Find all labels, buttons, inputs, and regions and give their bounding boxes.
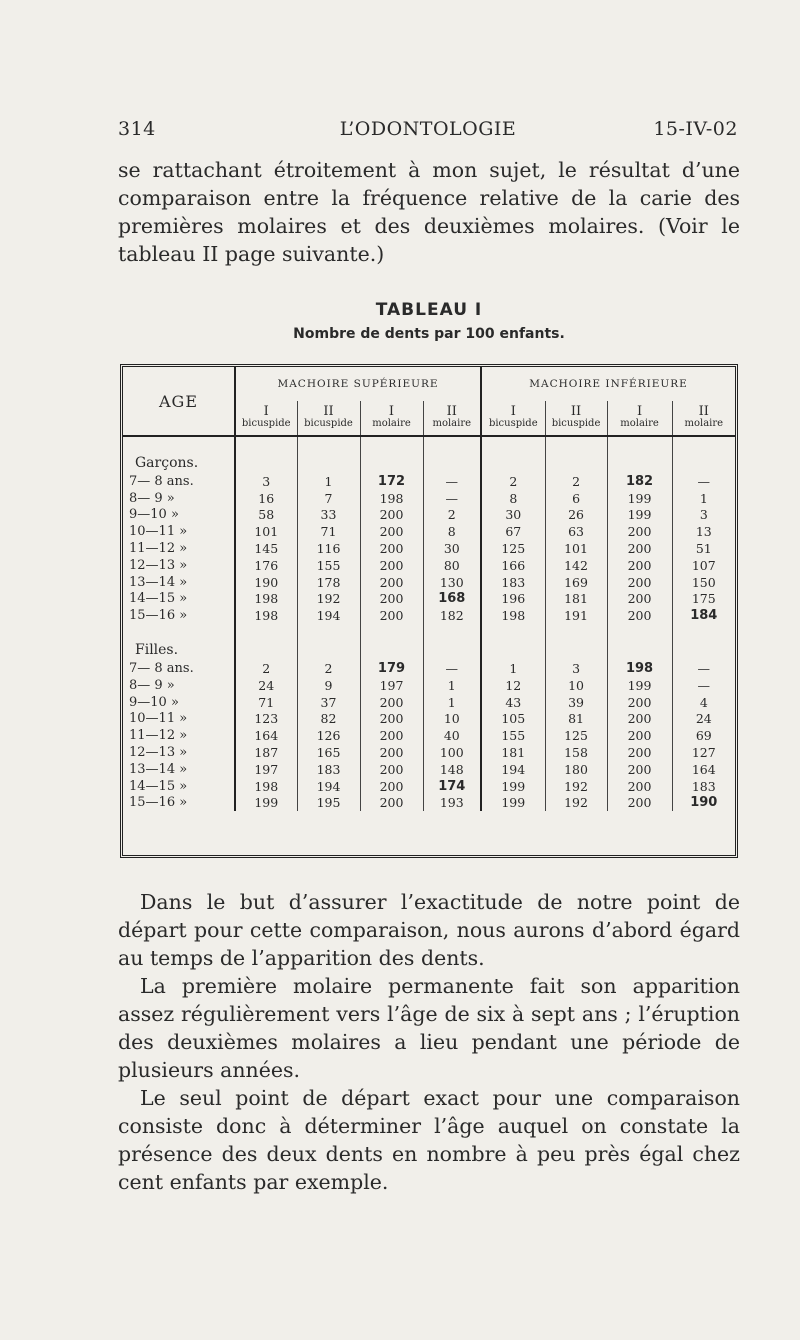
- value-cell: 200: [607, 523, 672, 540]
- spacer-cell: [123, 624, 235, 640]
- age-cell: 12—13 »: [123, 557, 235, 574]
- journal-title: L’ODONTOLOGIE: [339, 118, 517, 140]
- value-cell: 181: [481, 744, 545, 761]
- sub-header-numeral: I: [510, 404, 516, 419]
- value-cell: 158: [545, 744, 607, 761]
- value-cell: 200: [607, 795, 672, 812]
- sub-header-numeral: II: [698, 404, 709, 419]
- value-cell: 192: [545, 778, 607, 795]
- spacer-cell: [545, 436, 607, 453]
- value-cell: 2: [423, 507, 481, 524]
- value-cell: 179: [360, 660, 423, 677]
- empty-cell: [481, 640, 545, 660]
- value-cell: 200: [360, 727, 423, 744]
- value-cell: —: [423, 660, 481, 677]
- value-cell: 30: [423, 540, 481, 557]
- value-cell: 71: [297, 523, 360, 540]
- value-cell: 166: [481, 557, 545, 574]
- value-cell: 169: [545, 574, 607, 591]
- value-cell: 148: [423, 761, 481, 778]
- value-cell: 183: [297, 761, 360, 778]
- empty-cell: [672, 453, 735, 473]
- value-cell: 107: [672, 557, 735, 574]
- value-cell: 1: [423, 694, 481, 711]
- value-cell: 127: [672, 744, 735, 761]
- value-cell: 194: [297, 607, 360, 624]
- sub-header-numeral: I: [263, 404, 269, 419]
- value-cell: 145: [254, 541, 279, 557]
- value-cell: 3: [545, 660, 607, 677]
- spacer-cell: [672, 624, 735, 640]
- value-cell: —: [672, 473, 735, 490]
- paragraph-intro: se rattachant étroitement à mon sujet, le résultat d’une comparaison entre la fréquence relative de la carie des premières molaires et des deuxièmes molaires. (Voir le tableau II page suivante.): [118, 158, 740, 266]
- value-cell: 155: [297, 557, 360, 574]
- data-table: [123, 367, 735, 811]
- value-cell: 198: [254, 778, 279, 794]
- sub-header-tooth: molaire: [432, 418, 472, 429]
- spacer-cell: [607, 624, 672, 640]
- value-cell: 7: [297, 490, 360, 507]
- age-cell: 13—14 »: [123, 574, 235, 591]
- value-cell: 80: [423, 557, 481, 574]
- value-cell: 197: [360, 677, 423, 694]
- value-cell: 175: [672, 591, 735, 608]
- value-cell: 200: [360, 574, 423, 591]
- sub-header-tooth: bicuspide: [488, 418, 538, 429]
- data-table-frame: [120, 364, 738, 858]
- age-cell: 13—14 »: [123, 761, 235, 778]
- table-subtitle: Nombre de dents par 100 enfants.: [293, 326, 565, 342]
- value-cell: 24: [672, 711, 735, 728]
- value-cell: 200: [360, 591, 423, 608]
- value-cell: 37: [297, 694, 360, 711]
- value-cell: 142: [545, 557, 607, 574]
- page-number: 314: [118, 118, 156, 140]
- value-cell: 1: [297, 473, 360, 490]
- age-cell: 14—15 »: [123, 591, 235, 608]
- empty-cell: [545, 453, 607, 473]
- value-cell: 26: [545, 507, 607, 524]
- spacer-cell: [360, 624, 423, 640]
- table-row: [123, 660, 735, 677]
- value-cell: 200: [360, 557, 423, 574]
- value-cell: 200: [360, 778, 423, 795]
- age-cell: 11—12 »: [123, 727, 235, 744]
- value-cell: 190: [254, 574, 279, 590]
- age-cell: 15—16 »: [123, 795, 235, 812]
- sub-header-5: [481, 401, 545, 436]
- age-cell: 15—16 »: [123, 607, 235, 624]
- value-cell: 198: [360, 490, 423, 507]
- value-cell: 198: [481, 607, 545, 624]
- empty-cell: [672, 640, 735, 660]
- value-cell: 200: [607, 574, 672, 591]
- spacer-cell: [423, 624, 481, 640]
- value-cell: 200: [607, 557, 672, 574]
- group-label: Garçons.: [123, 453, 235, 473]
- value-cell: 82: [297, 711, 360, 728]
- spacer-cell: [235, 436, 297, 453]
- value-cell: 3: [672, 507, 735, 524]
- value-cell: 30: [481, 507, 545, 524]
- value-cell: 165: [297, 744, 360, 761]
- value-cell: 130: [423, 574, 481, 591]
- spacer-cell: [360, 436, 423, 453]
- spacer-cell: [481, 624, 545, 640]
- table-row: [123, 507, 735, 524]
- value-cell: 200: [360, 795, 423, 812]
- sub-header-3: [360, 401, 423, 436]
- sub-header-tooth: bicuspide: [551, 418, 601, 429]
- value-cell: 164: [254, 728, 279, 744]
- spacer-cell: [297, 624, 360, 640]
- value-cell: 200: [607, 607, 672, 624]
- value-cell: 200: [607, 591, 672, 608]
- age-cell: 12—13 »: [123, 744, 235, 761]
- sub-header-numeral: I: [388, 404, 395, 419]
- value-cell: 164: [672, 761, 735, 778]
- value-cell: 1: [672, 490, 735, 507]
- value-cell: 182: [607, 473, 672, 490]
- value-cell: 69: [672, 727, 735, 744]
- empty-cell: [481, 453, 545, 473]
- value-cell: 101: [545, 540, 607, 557]
- group-row: [123, 453, 735, 473]
- value-cell: 200: [360, 761, 423, 778]
- empty-cell: [235, 453, 297, 473]
- value-cell: 58: [258, 507, 275, 523]
- value-cell: 200: [360, 694, 423, 711]
- empty-cell: [360, 640, 423, 660]
- table-body: [123, 436, 735, 811]
- value-cell: 199: [481, 795, 545, 812]
- value-cell: 200: [607, 727, 672, 744]
- value-cell: 2: [262, 661, 271, 677]
- value-cell: 174: [423, 778, 481, 795]
- value-cell: 192: [545, 795, 607, 812]
- spacer-cell: [235, 624, 297, 640]
- value-cell: 43: [481, 694, 545, 711]
- spacer-cell: [297, 436, 360, 453]
- table-row: [123, 778, 735, 795]
- empty-cell: [423, 640, 481, 660]
- group-label: Filles.: [123, 640, 235, 660]
- value-cell: 176: [254, 557, 279, 573]
- age-cell: 9—10 »: [123, 507, 235, 524]
- running-header: [118, 118, 738, 144]
- spacer-cell: [545, 624, 607, 640]
- table-row: [123, 761, 735, 778]
- value-cell: 200: [360, 523, 423, 540]
- value-cell: 184: [672, 607, 735, 624]
- value-cell: 183: [481, 574, 545, 591]
- sub-header-7: [607, 401, 672, 436]
- value-cell: 192: [297, 591, 360, 608]
- age-cell: 9—10 »: [123, 694, 235, 711]
- value-cell: 10: [423, 711, 481, 728]
- age-cell: 14—15 »: [123, 778, 235, 795]
- sub-header-tooth: molaire: [620, 418, 659, 429]
- age-cell: 7— 8 ans.: [123, 660, 235, 677]
- value-cell: 200: [607, 778, 672, 795]
- value-cell: 8: [423, 523, 481, 540]
- spacer-cell: [123, 436, 235, 453]
- value-cell: —: [423, 473, 481, 490]
- table-row: [123, 727, 735, 744]
- value-cell: 199: [481, 778, 545, 795]
- value-cell: 13: [672, 523, 735, 540]
- value-cell: 172: [360, 473, 423, 490]
- paragraph-4: Le seul point de départ exact pour une comparaison consiste donc à déterminer l’âge auquel on constate la présence des deux dents en nombre à peu près égal chez cent enfants par exemple.: [118, 1086, 740, 1194]
- value-cell: 194: [481, 761, 545, 778]
- value-cell: 24: [258, 677, 275, 693]
- value-cell: 2: [297, 660, 360, 677]
- value-cell: 191: [545, 607, 607, 624]
- value-cell: 182: [423, 607, 481, 624]
- value-cell: —: [423, 490, 481, 507]
- value-cell: 178: [297, 574, 360, 591]
- value-cell: 100: [423, 744, 481, 761]
- age-cell: 7— 8 ans.: [123, 473, 235, 490]
- sub-header-tooth: molaire: [372, 418, 411, 429]
- paragraph-3: La première molaire permanente fait son apparition assez régulièrement vers l’âge de six à sept ans ; l’éruption des deuxièmes molaires a lieu pendant une période de plusieurs années.: [118, 974, 740, 1082]
- spacer-cell: [481, 436, 545, 453]
- value-cell: 1: [481, 660, 545, 677]
- table-row: [123, 677, 735, 694]
- sub-header-numeral: I: [636, 404, 643, 419]
- value-cell: 198: [254, 608, 279, 624]
- empty-cell: [297, 640, 360, 660]
- value-cell: 183: [672, 778, 735, 795]
- value-cell: 63: [545, 523, 607, 540]
- value-cell: 199: [607, 490, 672, 507]
- value-cell: 200: [607, 744, 672, 761]
- spacer-cell: [672, 436, 735, 453]
- value-cell: 200: [607, 694, 672, 711]
- age-cell: 8— 9 »: [123, 677, 235, 694]
- value-cell: 199: [607, 507, 672, 524]
- table-row: [123, 591, 735, 608]
- value-cell: 150: [672, 574, 735, 591]
- value-cell: —: [672, 660, 735, 677]
- value-cell: 3: [262, 473, 271, 489]
- value-cell: 187: [254, 745, 279, 761]
- value-cell: 71: [258, 694, 275, 710]
- value-cell: 2: [481, 473, 545, 490]
- value-cell: 200: [360, 744, 423, 761]
- value-cell: 40: [423, 727, 481, 744]
- value-cell: 181: [545, 591, 607, 608]
- sub-header-4: [423, 401, 481, 436]
- age-header: AGE: [123, 367, 235, 436]
- value-cell: 200: [607, 711, 672, 728]
- table-row: [123, 744, 735, 761]
- value-cell: 39: [545, 694, 607, 711]
- value-cell: 168: [423, 591, 481, 608]
- value-cell: 199: [607, 677, 672, 694]
- sub-header-8: [672, 401, 735, 436]
- sub-header-numeral: II: [446, 404, 457, 419]
- value-cell: 200: [360, 507, 423, 524]
- spacer-cell: [607, 436, 672, 453]
- empty-cell: [235, 640, 297, 660]
- value-cell: 125: [481, 540, 545, 557]
- empty-cell: [607, 640, 672, 660]
- value-cell: 67: [481, 523, 545, 540]
- table-row: [123, 473, 735, 490]
- value-cell: 8: [481, 490, 545, 507]
- value-cell: 190: [672, 795, 735, 812]
- value-cell: 125: [545, 727, 607, 744]
- value-cell: 33: [297, 507, 360, 524]
- value-cell: 200: [360, 711, 423, 728]
- group-row: [123, 640, 735, 660]
- value-cell: 9: [297, 677, 360, 694]
- age-cell: 11—12 »: [123, 540, 235, 557]
- value-cell: 195: [297, 795, 360, 812]
- value-cell: —: [672, 677, 735, 694]
- empty-cell: [297, 453, 360, 473]
- paragraph-2: Dans le but d’assurer l’exactitude de notre point de départ pour cette comparaison, nous aurons d’abord égard au temps de l’apparition des dents.: [118, 890, 740, 970]
- spacer-row: [123, 624, 735, 640]
- sub-header-6: [545, 401, 607, 436]
- empty-cell: [607, 453, 672, 473]
- table-row: [123, 540, 735, 557]
- value-cell: 10: [545, 677, 607, 694]
- issue-date: 15-IV-02: [653, 118, 738, 140]
- value-cell: 4: [672, 694, 735, 711]
- value-cell: 123: [254, 711, 279, 727]
- value-cell: 126: [297, 727, 360, 744]
- value-cell: 200: [360, 540, 423, 557]
- table-row: [123, 711, 735, 728]
- value-cell: 105: [481, 711, 545, 728]
- lower-jaw-header: MACHOIRE INFÉRIEURE: [529, 378, 688, 390]
- table-row: [123, 574, 735, 591]
- table-row: [123, 694, 735, 711]
- value-cell: 81: [545, 711, 607, 728]
- value-cell: 51: [672, 540, 735, 557]
- value-cell: 1: [423, 677, 481, 694]
- table-title: TABLEAU I: [375, 300, 483, 320]
- value-cell: 200: [607, 540, 672, 557]
- value-cell: 155: [481, 727, 545, 744]
- table-row: [123, 795, 735, 812]
- value-cell: 199: [254, 795, 279, 811]
- table-row: [123, 557, 735, 574]
- empty-cell: [545, 640, 607, 660]
- sub-header-1: [235, 401, 297, 436]
- value-cell: 198: [607, 660, 672, 677]
- table-row: [123, 490, 735, 507]
- sub-header-numeral: II: [570, 404, 582, 419]
- spacer-cell: [423, 436, 481, 453]
- empty-cell: [423, 453, 481, 473]
- value-cell: 16: [258, 490, 275, 506]
- value-cell: 197: [254, 761, 279, 777]
- value-cell: 198: [254, 591, 279, 607]
- age-cell: 8— 9 »: [123, 490, 235, 507]
- value-cell: 2: [545, 473, 607, 490]
- value-cell: 200: [360, 607, 423, 624]
- upper-jaw-header: MACHOIRE SUPÉRIEURE: [235, 367, 481, 401]
- value-cell: 12: [481, 677, 545, 694]
- value-cell: 180: [545, 761, 607, 778]
- sub-header-numeral: II: [323, 404, 334, 419]
- sub-header-tooth: bicuspide: [304, 418, 353, 429]
- value-cell: 101: [254, 524, 279, 540]
- empty-cell: [360, 453, 423, 473]
- value-cell: 116: [297, 540, 360, 557]
- spacer-row: [123, 436, 735, 453]
- value-cell: 6: [545, 490, 607, 507]
- value-cell: 194: [297, 778, 360, 795]
- sub-header-tooth: bicuspide: [241, 418, 291, 429]
- sub-header-tooth: molaire: [684, 418, 724, 429]
- value-cell: 196: [481, 591, 545, 608]
- value-cell: 193: [423, 795, 481, 812]
- table-row: [123, 523, 735, 540]
- value-cell: 200: [607, 761, 672, 778]
- age-cell: 10—11 »: [123, 711, 235, 728]
- table-row: [123, 607, 735, 624]
- age-cell: 10—11 »: [123, 523, 235, 540]
- sub-header-2: [297, 401, 360, 436]
